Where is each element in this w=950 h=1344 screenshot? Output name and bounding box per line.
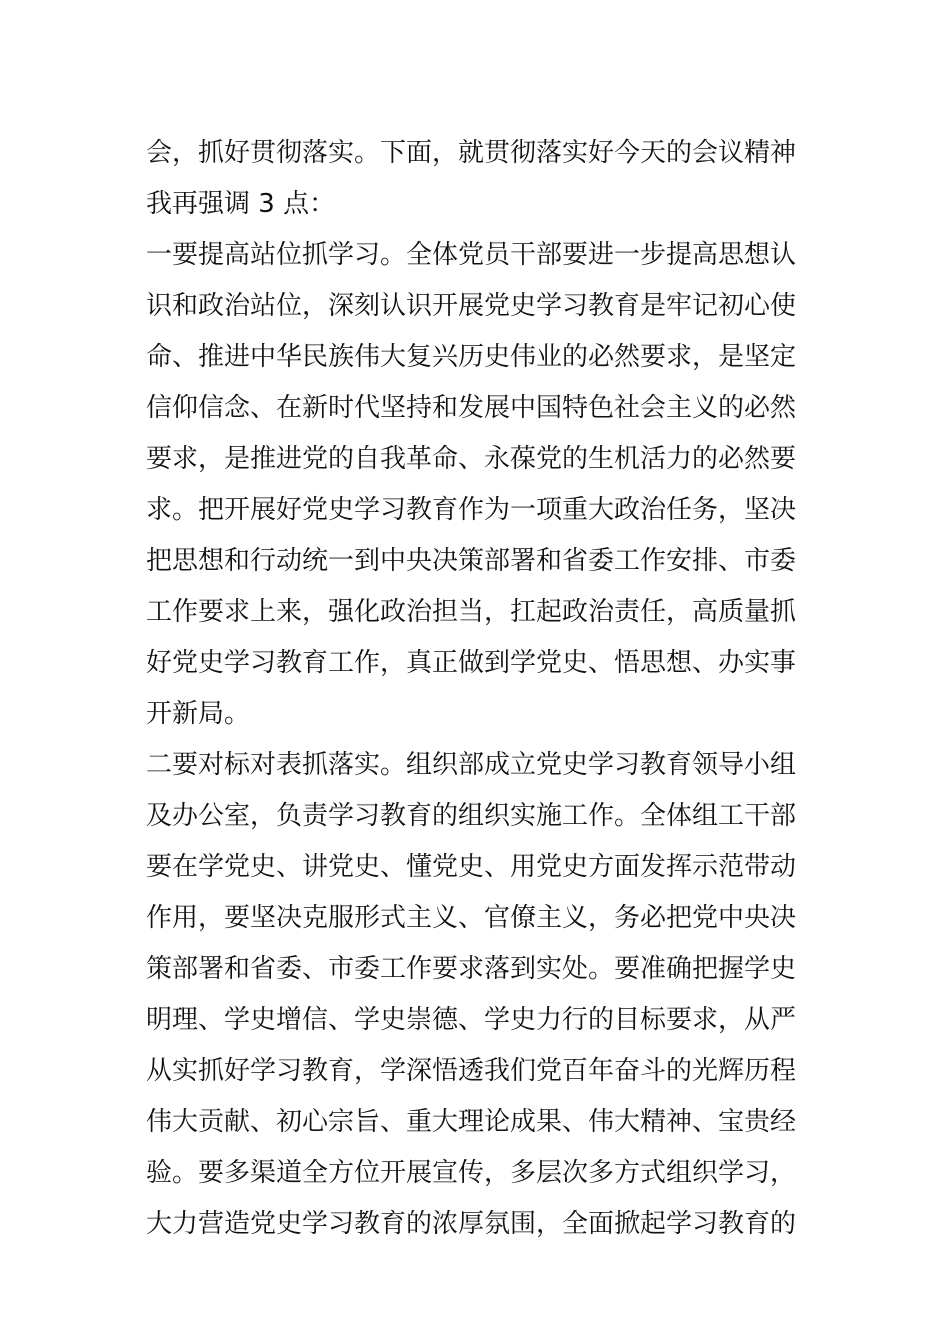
text-line: 大力营造党史学习教育的浓厚氛围，全面掀起学习教育的	[146, 1209, 797, 1239]
text-line: 一要提高站位抓学习。全体党员干部要进一步提高思想认	[146, 240, 797, 270]
text-line: 明理、学史增信、学史崇德、学史力行的目标要求，从严	[146, 1005, 797, 1035]
text-line: 及办公室，负责学习教育的组织实施工作。全体组工干部	[146, 801, 797, 831]
text-line: 求。把开展好党史学习教育作为一项重大政治任务，坚决	[146, 495, 797, 525]
text-line: 开新局。	[146, 699, 251, 729]
text-line: 我再强调 3 点：	[146, 189, 336, 219]
text-line: 作用，要坚决克服形式主义、官僚主义，务必把党中央决	[146, 903, 797, 933]
text-line: 二要对标对表抓落实。组织部成立党史学习教育领导小组	[146, 750, 797, 780]
text-line: 会，抓好贯彻落实。下面，就贯彻落实好今天的会议精神	[146, 138, 797, 168]
text-line: 伟大贡献、初心宗旨、重大理论成果、伟大精神、宝贵经	[146, 1107, 797, 1137]
text-line: 识和政治站位，深刻认识开展党史学习教育是牢记初心使	[146, 291, 797, 321]
text-line: 要求，是推进党的自我革命、永葆党的生机活力的必然要	[146, 444, 797, 474]
text-line: 把思想和行动统一到中央决策部署和省委工作安排、市委	[146, 546, 797, 576]
text-line: 工作要求上来，强化政治担当，扛起政治责任，高质量抓	[146, 597, 797, 627]
text-line: 从实抓好学习教育，学深悟透我们党百年奋斗的光辉历程	[146, 1056, 797, 1086]
body-text	[146, 128, 810, 1250]
text-line: 要在学党史、讲党史、懂党史、用党史方面发挥示范带动	[146, 852, 797, 882]
text-line: 策部署和省委、市委工作要求落到实处。要准确把握学史	[146, 954, 797, 984]
text-line: 验。要多渠道全方位开展宣传，多层次多方式组织学习，	[146, 1158, 797, 1188]
text-line: 好党史学习教育工作，真正做到学党史、悟思想、办实事	[146, 648, 797, 678]
text-line: 命、推进中华民族伟大复兴历史伟业的必然要求，是坚定	[146, 342, 797, 372]
text-line: 信仰信念、在新时代坚持和发展中国特色社会主义的必然	[146, 393, 797, 423]
